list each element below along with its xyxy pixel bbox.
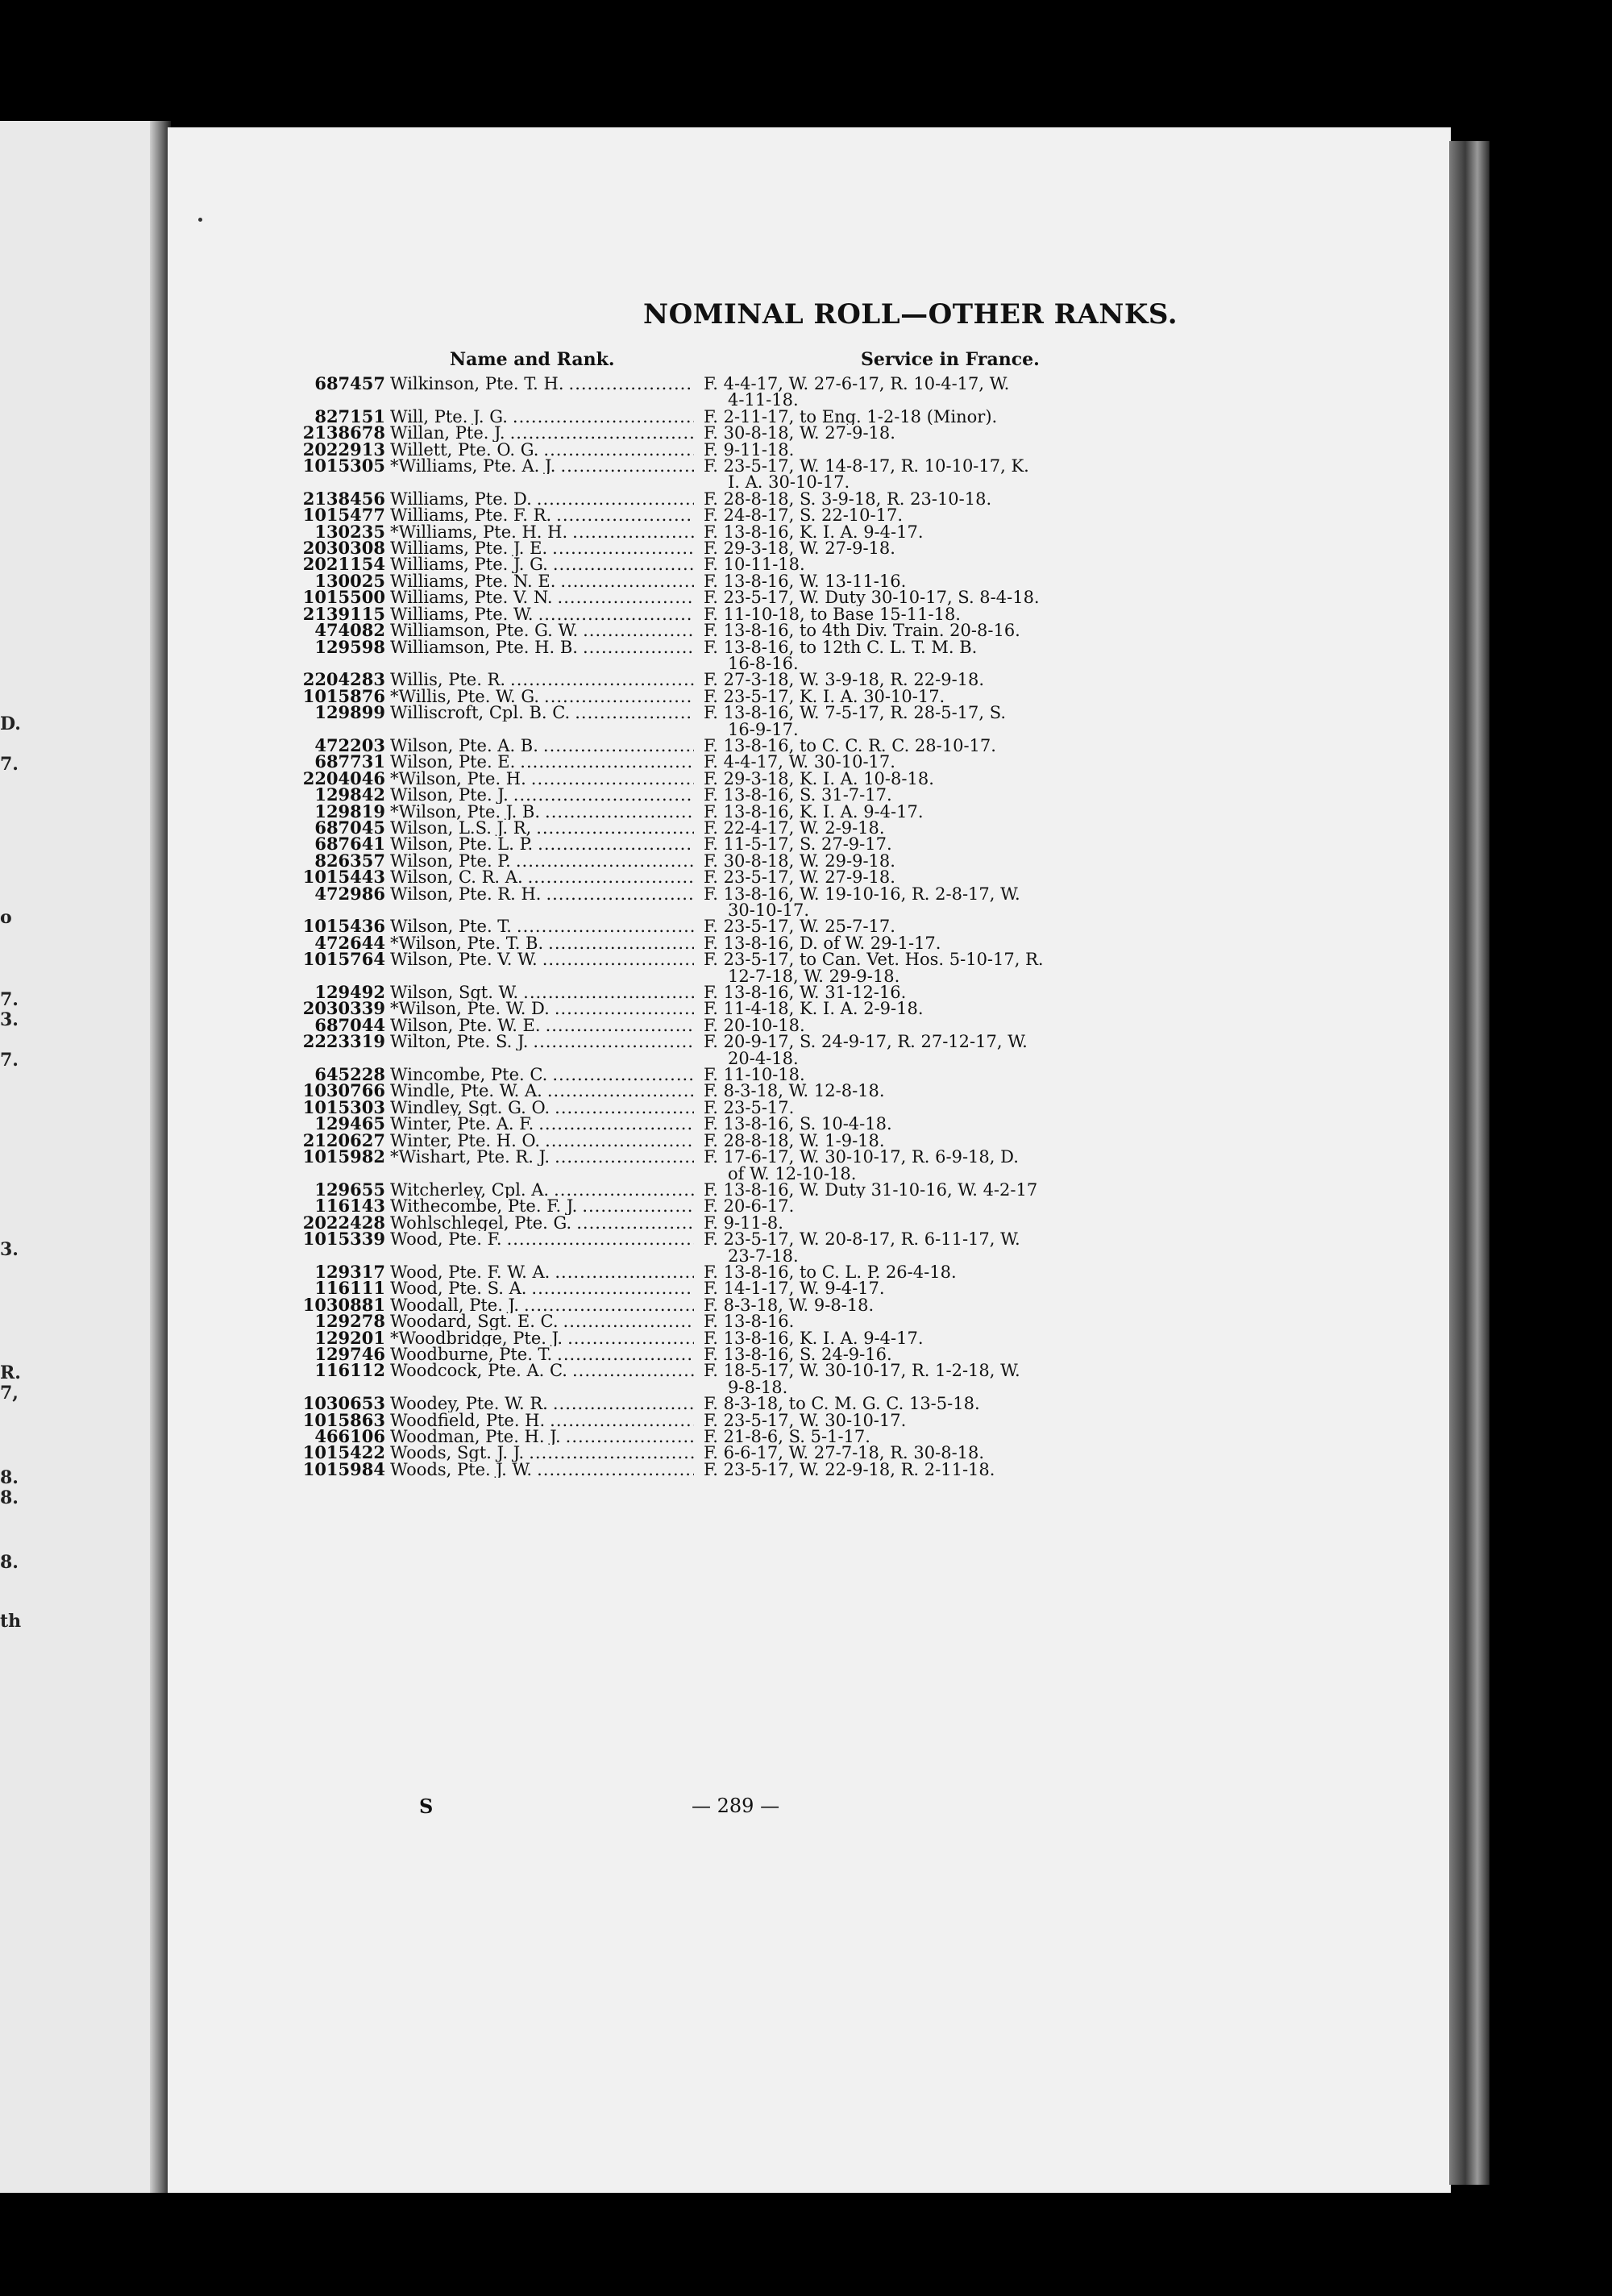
service-number: 2030308: [302, 538, 385, 559]
left-page-fragment: 8.: [0, 1467, 19, 1488]
roll-entry: [266, 1113, 1193, 1134]
roll-entry: [266, 1311, 1193, 1332]
name-and-rank: Witcherley, Cpl. A. .....: [390, 1182, 694, 1198]
column-header-service: Service in France.: [861, 349, 1040, 370]
service-number: 1015339: [302, 1229, 385, 1250]
left-page-fragment: 7.: [0, 1050, 19, 1071]
roll-entry: [266, 1096, 1193, 1117]
name-and-rank: Wilson, Sgt. W. .....: [390, 984, 694, 1000]
service-record: F. 20-6-17.: [704, 1198, 795, 1215]
roll-entry: [266, 702, 1193, 723]
service-number: 129842: [314, 784, 385, 805]
left-page-fragment: o: [0, 907, 12, 928]
service-record: F. 13-8-16, to C. C. R. C. 28-10-17.: [704, 737, 996, 755]
roll-entry: [266, 1229, 1193, 1250]
service-record: F. 10-11-18.: [704, 556, 805, 573]
name-and-rank: Willan, Pte. J. .....: [390, 425, 694, 441]
service-number: 1030653: [302, 1393, 385, 1414]
roll-entry: [266, 1294, 1193, 1315]
name-and-rank: *Wishart, Pte. R. J. .....: [390, 1149, 694, 1165]
name-and-rank: Winter, Pte. A. F. .....: [390, 1116, 694, 1132]
name-and-rank: Wincombe, Pte. C. .....: [390, 1067, 694, 1083]
roll-entry: [266, 1014, 1193, 1035]
left-page: [0, 121, 155, 2193]
service-number: 129201: [314, 1327, 385, 1348]
name-and-rank: Withecombe, Pte. F. J. .....: [390, 1198, 694, 1214]
column-header-name: Name and Rank.: [450, 349, 615, 370]
service-record: F. 23-5-17, W. 14-8-17, R. 10-10-17, K.: [704, 458, 1029, 475]
name-and-rank: Wilkinson, Pte. T. H. .....: [390, 376, 694, 392]
service-record: F. 23-5-17.: [704, 1099, 795, 1117]
name-and-rank: Woodfield, Pte. H. .....: [390, 1412, 694, 1429]
service-record: F. 23-5-17, to Can. Vet. Hos. 5-10-17, R.: [704, 951, 1044, 968]
name-and-rank: Wilson, L.S. J. R, .....: [390, 820, 694, 836]
roll-entry: [266, 669, 1193, 690]
roll-entry: [266, 850, 1193, 871]
service-number: 130025: [314, 570, 385, 591]
left-page-fragment: 8.: [0, 1487, 19, 1508]
roll-entry: [266, 1395, 1193, 1412]
roll-entry: [266, 916, 1193, 937]
service-record: 9-8-18.: [728, 1379, 788, 1396]
service-number: 2223319: [302, 1031, 385, 1052]
service-record: F. 23-5-17, W. 25-7-17.: [704, 918, 895, 935]
name-and-rank: Woodman, Pte. H. J. .....: [390, 1429, 694, 1445]
service-number: 1015436: [302, 916, 385, 937]
name-and-rank: Windley, Sgt. G. O. .....: [390, 1100, 694, 1116]
service-number: 1015303: [302, 1096, 385, 1117]
name-and-rank: *Woodbridge, Pte. J. .....: [390, 1330, 694, 1346]
service-record: F. 29-3-18, K. I. A. 10-8-18.: [704, 770, 934, 788]
name-and-rank: Williams, Pte. W. .....: [390, 606, 694, 622]
page-number: — 289 —: [692, 1795, 780, 1817]
roll-entry: [266, 685, 1193, 706]
service-number: 474082: [314, 620, 385, 641]
name-and-rank: Williamson, Pte. G. W. .....: [390, 622, 694, 638]
name-and-rank: Wilson, Pte. W. E. .....: [390, 1017, 694, 1034]
service-number: 687457: [314, 373, 385, 393]
roll-entry: [266, 570, 1193, 591]
service-record: 20-4-18.: [728, 1050, 799, 1067]
roll-entry: [266, 1146, 1193, 1167]
roll-entry-continuation: [266, 1050, 1193, 1067]
service-number: 129746: [314, 1343, 385, 1364]
service-record: F. 13-8-16, to C. L. P. 26-4-18.: [704, 1263, 957, 1281]
service-record: F. 13-8-16, S. 10-4-18.: [704, 1116, 892, 1133]
roll-entry: [266, 1000, 1193, 1017]
name-and-rank: Wilson, Pte. V. W. .....: [390, 951, 694, 967]
service-record: F. 18-5-17, W. 30-10-17, R. 1-2-18, W.: [704, 1362, 1020, 1379]
service-record: F. 13-8-16, W. 7-5-17, R. 28-5-17, S.: [704, 705, 1007, 722]
name-and-rank: Woodburne, Pte. T. .....: [390, 1346, 694, 1362]
service-record: F. 4-4-17, W. 27-6-17, R. 10-4-17, W.: [704, 376, 1010, 393]
name-and-rank: Woods, Pte. J. W. .....: [390, 1462, 694, 1478]
service-number: 466106: [314, 1426, 385, 1446]
roll-entry: [266, 488, 1193, 509]
name-and-rank: Wilson, Pte. T. .....: [390, 918, 694, 934]
service-number: 827151: [314, 406, 385, 426]
roll-entry: [266, 767, 1193, 788]
page-heading: NOMINAL ROLL—OTHER RANKS.: [643, 298, 1178, 331]
service-number: 130235: [314, 521, 385, 542]
roll-entry: [266, 949, 1193, 970]
roll-entry-continuation: [266, 1166, 1193, 1182]
service-number: 1015984: [302, 1458, 385, 1479]
service-number: 2030339: [302, 998, 385, 1019]
service-number: 1015443: [302, 867, 385, 888]
service-number: 1030881: [302, 1294, 385, 1315]
roll-entry: [266, 982, 1193, 1003]
service-number: 2021154: [302, 554, 385, 575]
roll-entry: [266, 521, 1193, 542]
service-record: F. 13-8-16, W. 19-10-16, R. 2-8-17, W.: [704, 885, 1020, 902]
service-number: 129598: [314, 636, 385, 657]
roll-entry: [266, 538, 1193, 559]
left-page-fragment: th: [0, 1611, 22, 1632]
service-number: 116111: [314, 1278, 385, 1299]
roll-entry: [266, 603, 1193, 624]
name-and-rank: Williams, Pte. V. N. .....: [390, 589, 694, 605]
name-and-rank: Woodard, Sgt. E. C. .....: [390, 1313, 694, 1329]
service-record: F. 6-6-17, W. 27-7-18, R. 30-8-18.: [704, 1445, 985, 1462]
name-and-rank: Woodall, Pte. J. .....: [390, 1297, 694, 1313]
service-record: F. 13-8-16, S. 24-9-16.: [704, 1346, 892, 1363]
service-number: 687045: [314, 817, 385, 838]
speck: [198, 218, 202, 222]
service-record: F. 8-3-18, to C. M. G. C. 13-5-18.: [704, 1395, 980, 1412]
service-number: 687731: [314, 751, 385, 772]
name-and-rank: Wohlschlegel, Pte. G. .....: [390, 1215, 694, 1231]
service-record: F. 11-5-17, S. 27-9-17.: [704, 836, 892, 853]
roll-entry: [266, 620, 1193, 641]
service-number: 826357: [314, 850, 385, 871]
service-number: 1015305: [302, 455, 385, 476]
name-and-rank: Williams, Pte. N. E. .....: [390, 573, 694, 589]
service-record: F. 30-8-18, W. 29-9-18.: [704, 852, 895, 870]
service-record: I. A. 30-10-17.: [728, 474, 850, 491]
roll-entry: [266, 1442, 1193, 1463]
roll-entry: [266, 1080, 1193, 1101]
service-record: F. 11-10-18, to Base 15-11-18.: [704, 605, 961, 623]
service-number: 2204046: [302, 767, 385, 788]
roll-entry: [266, 373, 1193, 393]
service-record: F. 23-5-17, K. I. A. 30-10-17.: [704, 688, 945, 705]
roll-entry: [266, 1064, 1193, 1085]
roll-entry: [266, 587, 1193, 608]
service-record: F. 8-3-18, W. 9-8-18.: [704, 1296, 875, 1314]
name-and-rank: Wood, Pte. F. .....: [390, 1231, 694, 1247]
service-number: 1015863: [302, 1409, 385, 1430]
name-and-rank: Wilton, Pte. S. J. .....: [390, 1034, 694, 1050]
service-record: F. 9-11-18.: [704, 441, 795, 459]
roll-entry: [266, 932, 1193, 953]
name-and-rank: Willett, Pte. O. G. .....: [390, 442, 694, 458]
roll-entry: [266, 422, 1193, 443]
service-record: F. 21-8-6, S. 5-1-17.: [704, 1429, 870, 1445]
name-and-rank: Wilson, Pte. J. .....: [390, 787, 694, 803]
service-record: F. 13-8-16, D. of W. 29-1-17.: [704, 934, 941, 952]
service-number: 1015876: [302, 685, 385, 706]
roll-entry: [266, 1343, 1193, 1364]
name-and-rank: Williams, Pte. J. E. .....: [390, 540, 694, 556]
roll-entry: [266, 1426, 1193, 1446]
roll-entry: [266, 636, 1193, 657]
name-and-rank: *Wilson, Pte. W. D. .....: [390, 1000, 694, 1017]
service-record: 16-8-16.: [728, 655, 799, 672]
service-record: F. 2-11-17, to Eng. 1-2-18 (Minor).: [704, 408, 998, 426]
left-page-fragment: 7,: [0, 1383, 19, 1404]
roll-entry: [266, 801, 1193, 821]
roll-entry-continuation: [266, 392, 1193, 408]
service-number: 2138678: [302, 422, 385, 443]
service-record: F. 30-8-18, W. 27-9-18.: [704, 425, 895, 442]
left-page-fragment: R.: [0, 1362, 21, 1383]
roll-entry: [266, 1179, 1193, 1200]
service-record: 4-11-18.: [728, 392, 799, 409]
name-and-rank: Winter, Pte. H. O. .....: [390, 1133, 694, 1149]
service-number: 2022913: [302, 439, 385, 460]
service-record: F. 11-10-18.: [704, 1067, 805, 1084]
name-and-rank: Williams, Pte. D. .....: [390, 491, 694, 507]
left-page-fragment: 7.: [0, 754, 19, 775]
roll-entry: [266, 554, 1193, 575]
service-number: 129899: [314, 702, 385, 723]
name-and-rank: Woods, Sgt. J. J. .....: [390, 1445, 694, 1461]
service-number: 1015422: [302, 1442, 385, 1463]
roll-entry: [266, 817, 1193, 838]
roll-entry: [266, 883, 1193, 904]
nominal-roll-list: [266, 373, 1193, 1479]
service-number: 116143: [314, 1196, 385, 1217]
service-record: F. 23-5-17, W. Duty 30-10-17, S. 8-4-18.: [704, 589, 1040, 606]
service-record: F. 13-8-16, S. 31-7-17.: [704, 787, 892, 804]
service-record: F. 23-5-17, W. 20-8-17, R. 6-11-17, W.: [704, 1231, 1020, 1248]
name-and-rank: *Willis, Pte. W. G. .....: [390, 688, 694, 705]
name-and-rank: *Wilson, Pte. J. B. .....: [390, 804, 694, 820]
name-and-rank: Will, Pte. J. G. .....: [390, 409, 694, 425]
roll-entry-continuation: [266, 474, 1193, 490]
roll-entry: [266, 505, 1193, 526]
roll-entry: [266, 834, 1193, 855]
service-record: F. 13-8-16, W. 13-11-16.: [704, 572, 907, 590]
name-and-rank: Williamson, Pte. H. B. .....: [390, 639, 694, 655]
service-record: of W. 12-10-18.: [728, 1165, 857, 1182]
service-number: 472203: [314, 734, 385, 755]
service-number: 129317: [314, 1261, 385, 1282]
name-and-rank: Wood, Pte. S. A. .....: [390, 1280, 694, 1296]
service-record: F. 23-5-17, W. 22-9-18, R. 2-11-18.: [704, 1461, 995, 1479]
roll-entry: [266, 1031, 1193, 1052]
service-number: 129465: [314, 1113, 385, 1134]
service-number: 1015500: [302, 587, 385, 608]
service-record: F. 13-8-16, to 12th C. L. T. M. B.: [704, 638, 978, 655]
name-and-rank: Wilson, Pte. P. .....: [390, 853, 694, 869]
roll-entry: [266, 1196, 1193, 1217]
left-page-fragment: 8.: [0, 1552, 19, 1573]
roll-entry-continuation: [266, 902, 1193, 918]
roll-entry-continuation: [266, 722, 1193, 738]
name-and-rank: *Williams, Pte. H. H. .....: [390, 524, 694, 540]
service-record: F. 29-3-18, W. 27-9-18.: [704, 540, 895, 557]
service-number: 645228: [314, 1064, 385, 1085]
name-and-rank: *Wilson, Pte. H. .....: [390, 771, 694, 787]
name-and-rank: Wilson, Pte. E. .....: [390, 754, 694, 770]
service-number: 687044: [314, 1014, 385, 1035]
name-and-rank: Wilson, C. R. A. .....: [390, 869, 694, 885]
left-page-fragment: D.: [0, 713, 21, 734]
name-and-rank: Williscroft, Cpl. B. C. .....: [390, 705, 694, 721]
roll-entry: [266, 1458, 1193, 1479]
service-record: F. 13-8-16, W. 31-12-16.: [704, 984, 907, 1001]
left-page-fragment: 3.: [0, 1009, 19, 1030]
service-number: 1015982: [302, 1146, 385, 1167]
service-record: 12-7-18, W. 29-9-18.: [728, 967, 900, 985]
left-page-fragment: 7.: [0, 989, 19, 1010]
service-record: F. 20-9-17, S. 24-9-17, R. 27-12-17, W.: [704, 1034, 1028, 1050]
name-and-rank: Woodey, Pte. W. R. .....: [390, 1395, 694, 1412]
service-number: 1015764: [302, 949, 385, 970]
service-record: F. 28-8-18, W. 1-9-18.: [704, 1132, 885, 1150]
roll-entry: [266, 1409, 1193, 1430]
roll-entry-continuation: [266, 655, 1193, 672]
service-record: F. 23-5-17, W. 27-9-18.: [704, 869, 895, 886]
name-and-rank: Willis, Pte. R. .....: [390, 672, 694, 688]
roll-entry-continuation: [266, 1248, 1193, 1264]
name-and-rank: Wilson, Pte. A. B. .....: [390, 738, 694, 754]
service-record: F. 27-3-18, W. 3-9-18, R. 22-9-18.: [704, 672, 985, 688]
service-number: 2139115: [302, 603, 385, 624]
name-and-rank: Wilson, Pte. R. H. .....: [390, 886, 694, 902]
service-record: F. 13-8-16, W. Duty 31-10-16, W. 4-2-17: [704, 1181, 1038, 1199]
name-and-rank: *Williams, Pte. A. J. .....: [390, 458, 694, 474]
service-number: 1015477: [302, 505, 385, 526]
roll-entry: [266, 439, 1193, 460]
roll-entry: [266, 784, 1193, 805]
page-edge: [1449, 141, 1489, 2185]
roll-entry: [266, 1212, 1193, 1233]
service-record: F. 9-11-8.: [704, 1214, 783, 1232]
service-record: F. 24-8-17, S. 22-10-17.: [704, 507, 904, 524]
roll-entry: [266, 406, 1193, 426]
roll-entry: [266, 734, 1193, 755]
service-record: F. 13-8-16, K. I. A. 9-4-17.: [704, 1329, 924, 1346]
service-number: 1030766: [302, 1080, 385, 1101]
name-and-rank: Wood, Pte. F. W. A. .....: [390, 1264, 694, 1280]
service-number: 472986: [314, 883, 385, 904]
roll-entry: [266, 1362, 1193, 1379]
service-number: 129492: [314, 982, 385, 1003]
service-number: 2120627: [302, 1129, 385, 1150]
service-record: F. 28-8-18, S. 3-9-18, R. 23-10-18.: [704, 490, 992, 508]
service-number: 129278: [314, 1311, 385, 1332]
service-record: F. 13-8-16, K. I. A. 9-4-17.: [704, 803, 924, 820]
service-record: F. 23-5-17, W. 30-10-17.: [704, 1412, 907, 1429]
roll-entry: [266, 1129, 1193, 1150]
name-and-rank: Williams, Pte. F. R. .....: [390, 507, 694, 523]
service-record: F. 11-4-18, K. I. A. 2-9-18.: [704, 1000, 924, 1017]
service-number: 687641: [314, 834, 385, 855]
service-record: F. 4-4-17, W. 30-10-17.: [704, 754, 895, 771]
service-record: 30-10-17.: [728, 902, 810, 919]
service-record: 23-7-18.: [728, 1247, 799, 1264]
service-number: 2204283: [302, 669, 385, 690]
roll-entry: [266, 751, 1193, 772]
name-and-rank: Williams, Pte. J. G. .....: [390, 556, 694, 572]
service-record: F. 13-8-16, to 4th Div. Train. 20-8-16.: [704, 622, 1020, 639]
roll-entry-continuation: [266, 968, 1193, 984]
service-number: 116112: [314, 1360, 385, 1381]
roll-entry: [266, 867, 1193, 888]
service-record: F. 13-8-16.: [704, 1313, 795, 1330]
service-record: F. 20-10-18.: [704, 1017, 805, 1034]
roll-entry: [266, 1278, 1193, 1299]
service-number: 129655: [314, 1179, 385, 1200]
roll-entry-continuation: [266, 1379, 1193, 1395]
name-and-rank: Woodcock, Pte. A. C. .....: [390, 1362, 694, 1379]
roll-entry: [266, 1327, 1193, 1348]
service-number: 2022428: [302, 1212, 385, 1233]
roll-entry: [266, 455, 1193, 476]
name-and-rank: Windle, Pte. W. A. .....: [390, 1083, 694, 1099]
service-record: F. 17-6-17, W. 30-10-17, R. 6-9-18, D.: [704, 1149, 1019, 1166]
service-record: F. 22-4-17, W. 2-9-18.: [704, 819, 885, 837]
service-number: 2138456: [302, 488, 385, 509]
service-record: F. 8-3-18, W. 12-8-18.: [704, 1083, 885, 1100]
service-record: 16-9-17.: [728, 721, 799, 738]
signature-mark: S: [419, 1795, 434, 1818]
service-number: 472644: [314, 932, 385, 953]
service-record: F. 14-1-17, W. 9-4-17.: [704, 1280, 885, 1297]
service-record: F. 13-8-16, K. I. A. 9-4-17.: [704, 523, 924, 541]
left-page-fragment: 3.: [0, 1239, 19, 1260]
name-and-rank: *Wilson, Pte. T. B. .....: [390, 935, 694, 951]
name-and-rank: Wilson, Pte. L. P. .....: [390, 836, 694, 852]
service-number: 129819: [314, 801, 385, 821]
roll-entry: [266, 1261, 1193, 1282]
